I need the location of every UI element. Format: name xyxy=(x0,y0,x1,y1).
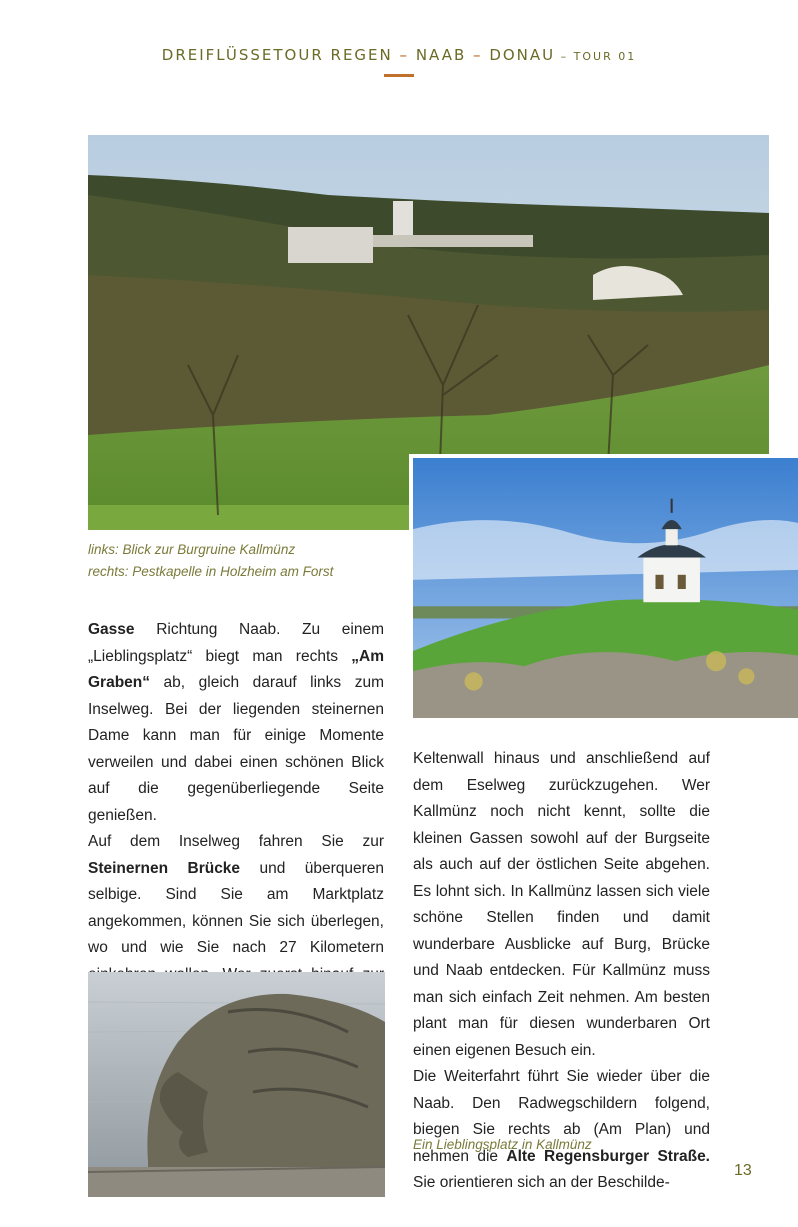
caption-line-right-photo: rechts: Pestkapelle in Holzheim am Forst xyxy=(88,564,334,579)
left-paragraph-1 xyxy=(88,617,384,829)
running-header xyxy=(0,46,798,64)
bold-term: Alte Regensburger Straße. xyxy=(506,1147,710,1165)
caption-line-left-photo: links: Blick zur Burgruine Kallmünz xyxy=(88,542,296,557)
text-run: ab, gleich darauf links zum Inselweg. Bei der liegenden steinernen Dame kann man für einige Momente verweilen und dabei einen schönen Blick auf die gegenüberliegende Seite genießen. xyxy=(88,674,384,824)
page-number: 13 xyxy=(734,1162,752,1179)
bold-term: Steinernen Brücke xyxy=(88,859,241,877)
text-run: Richtung Naab. Zu einem „Lieblingsplatz“ biegt man rechts xyxy=(88,621,384,665)
bold-term: „Am Graben“ xyxy=(88,647,384,691)
photo-caption-top xyxy=(88,539,398,583)
header-tour-label: TOUR 01 xyxy=(573,50,637,63)
chapel-photo-art xyxy=(413,458,798,718)
text-run: Die Weiterfahrt führt Sie wieder über die Naab. Den Radwegschildern folgend, biegen Sie rechts ab (Am Plan) und nehmen die xyxy=(413,1068,710,1165)
right-column-text xyxy=(413,746,710,1197)
bold-term: Gasse xyxy=(88,621,135,638)
stone-head-photo-art xyxy=(88,972,385,1197)
right-paragraph-1: Keltenwall hinaus und anschließend auf dem Eselweg zurückzugehen. Wer Kallmünz noch nicht kennt, sollte die kleinen Gassen sowohl auf der Burgseite als auch auf der östlichen Seite abgehen. Es lohnt sich. In Kallmünz lassen sich viele schöne Stellen finden und damit wunderbare Ausblicke auf Burg, Brücke und Naab entdecken. Für Kallmünz muss man sich einfach Zeit nehmen. Am besten plant man für diesen wunderbaren Ort einen eigenen Besuch ein. xyxy=(413,750,710,1059)
right-paragraph-2 xyxy=(413,1064,710,1197)
header-title-part1: DREIFLÜSSETOUR REGEN xyxy=(161,46,393,64)
text-run: und überqueren selbige. Sind Sie am Marktplatz angekommen, können Sie sich überlegen, wo und wie Sie nach 27 Kilometern xyxy=(88,859,384,956)
header-rule xyxy=(384,74,414,77)
header-title-part3: DONAU xyxy=(489,46,556,64)
header-separator: – xyxy=(392,46,416,64)
header-separator: – xyxy=(466,46,490,64)
header-title-part2: NAAB xyxy=(415,46,467,64)
photo-caption-bottom: Ein Lieblingsplatz in Kallmünz xyxy=(413,1137,592,1152)
text-run: Auf dem Inselweg fahren Sie zur xyxy=(88,833,384,850)
header-tour-separator: – xyxy=(555,50,574,63)
stone-head-photo xyxy=(88,972,385,1197)
chapel-photo xyxy=(409,454,798,718)
text-run: Sie orientieren sich an der Beschilde- xyxy=(413,1174,670,1191)
